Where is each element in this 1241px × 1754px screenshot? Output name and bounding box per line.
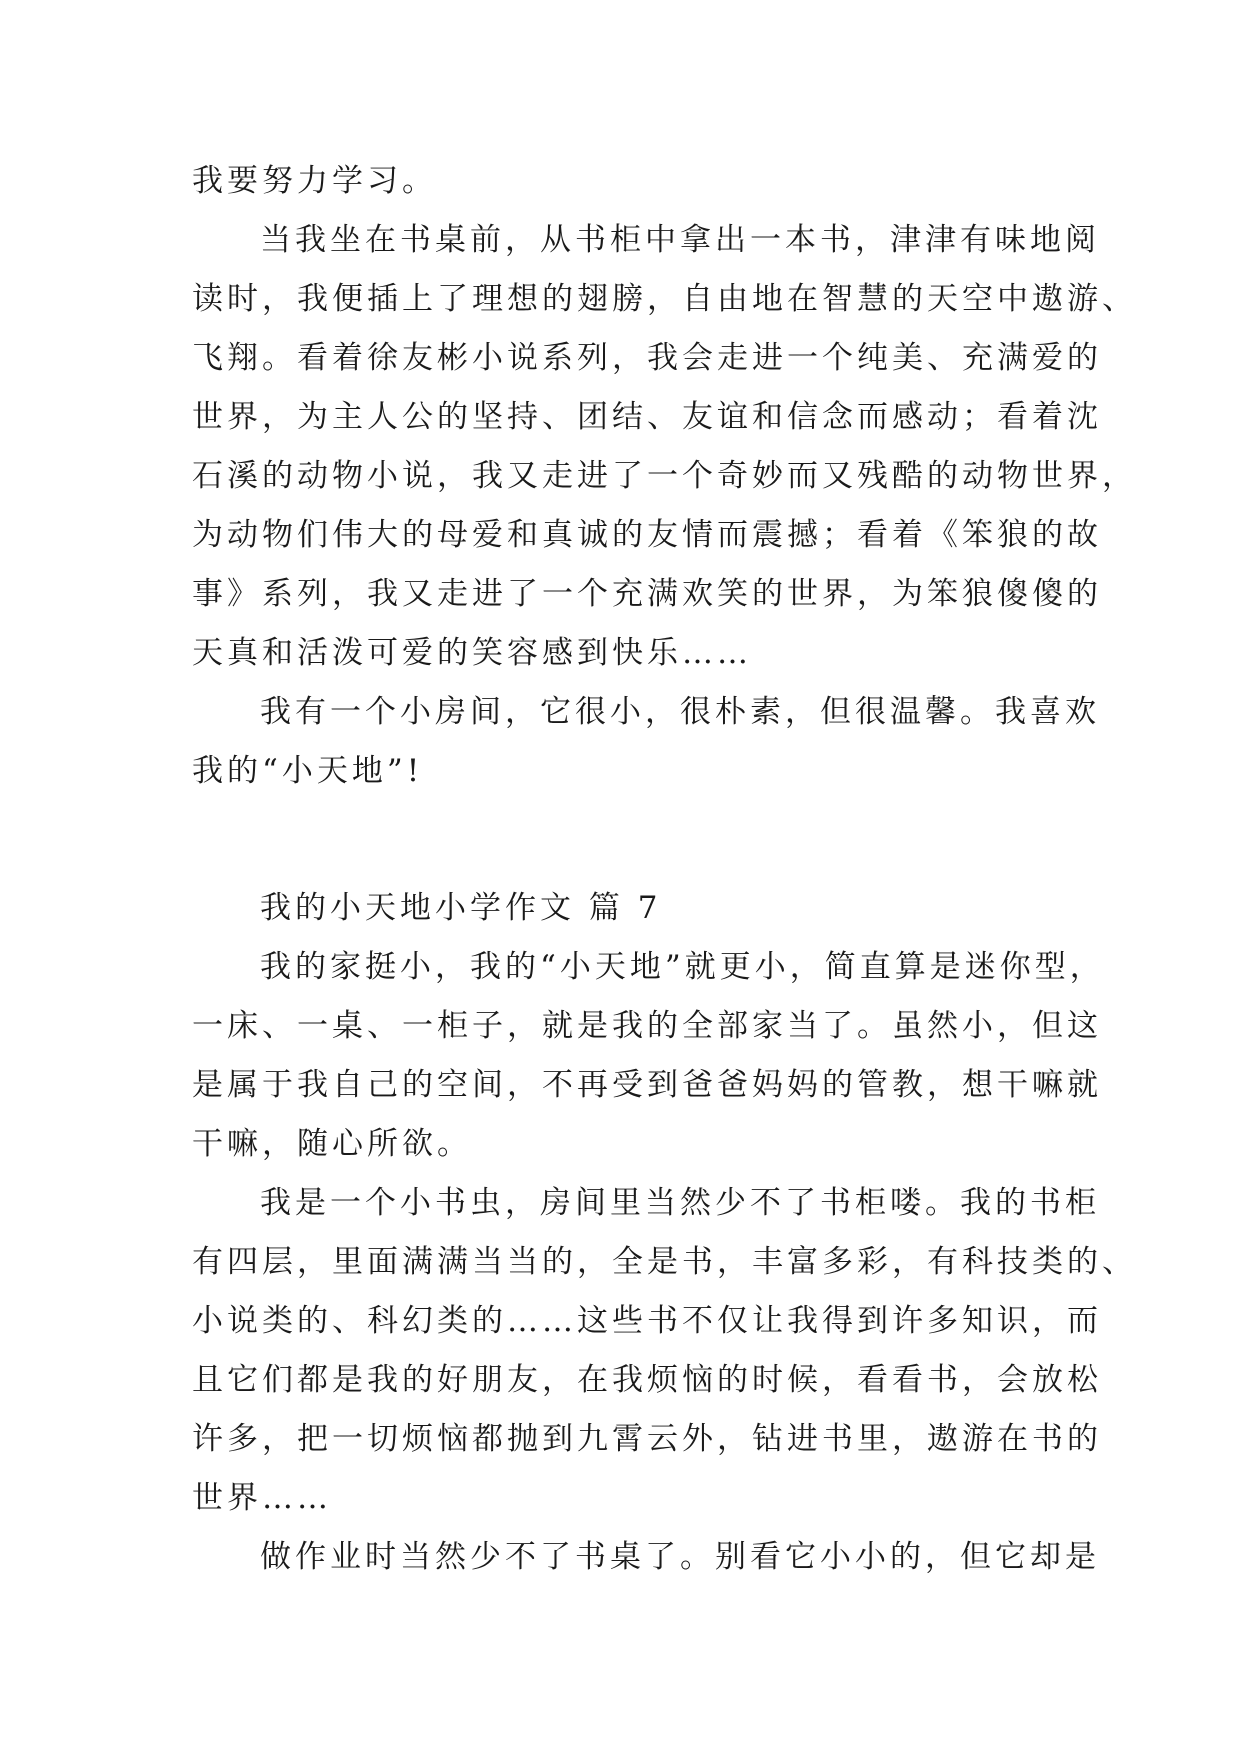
paragraph-line: 我的家挺小，我的“小天地”就更小，简直算是迷你型，: [260, 949, 1105, 985]
paragraph-line: 世界，为主人公的坚持、团结、友谊和信念而感动；看着沈: [192, 399, 1102, 435]
paragraph-line: 为动物们伟大的母爱和真诚的友情而震撼；看着《笨狼的故: [192, 517, 1102, 553]
blank-space: [192, 801, 1054, 879]
paragraph-line: 我是一个小书虫，房间里当然少不了书柜喽。我的书柜: [260, 1185, 1100, 1221]
paragraph-line: 飞翔。看着徐友彬小说系列，我会走进一个纯美、充满爱的: [192, 340, 1102, 376]
paragraph-line: 石溪的动物小说，我又走进了一个奇妙而又残酷的动物世界，: [192, 458, 1137, 494]
paragraph-line: 许多，把一切烦恼都抛到九霄云外，钻进书里，遨游在书的: [192, 1421, 1102, 1457]
paragraph-line: 世界……: [192, 1480, 332, 1516]
paragraph-line: 当我坐在书桌前，从书柜中拿出一本书，津津有味地阅: [260, 222, 1100, 258]
paragraph-line: 事》系列，我又走进了一个充满欢笑的世界，为笨狼傻傻的: [192, 576, 1102, 612]
section-heading: 我的小天地小学作文 篇 7: [260, 890, 662, 926]
paragraph-line: 我有一个小房间，它很小，很朴素，但很温馨。我喜欢: [260, 694, 1100, 730]
document-page: [192, 152, 1137, 1587]
paragraph-line: 我的“小天地”!: [192, 753, 424, 789]
paragraph-line: 且它们都是我的好朋友，在我烦恼的时候，看看书，会放松: [192, 1362, 1102, 1398]
paragraph-line: 有四层，里面满满当当的，全是书，丰富多彩，有科技类的、: [192, 1244, 1137, 1280]
paragraph-line: 做作业时当然少不了书桌了。别看它小小的，但它却是: [260, 1539, 1100, 1575]
paragraph-line: 一床、一桌、一柜子，就是我的全部家当了。虽然小，但这: [192, 1008, 1102, 1044]
paragraph-line: 我要努力学习。: [192, 163, 437, 199]
paragraph-line: 是属于我自己的空间，不再受到爸爸妈妈的管教，想干嘛就: [192, 1067, 1102, 1103]
paragraph-line: 读时，我便插上了理想的翅膀，自由地在智慧的天空中遨游、: [192, 281, 1137, 317]
paragraph-line: 小说类的、科幻类的……这些书不仅让我得到许多知识，而: [192, 1303, 1102, 1339]
paragraph-line: 干嘛，随心所欲。: [192, 1126, 472, 1162]
paragraph-line: 天真和活泼可爱的笑容感到快乐……: [192, 635, 752, 671]
